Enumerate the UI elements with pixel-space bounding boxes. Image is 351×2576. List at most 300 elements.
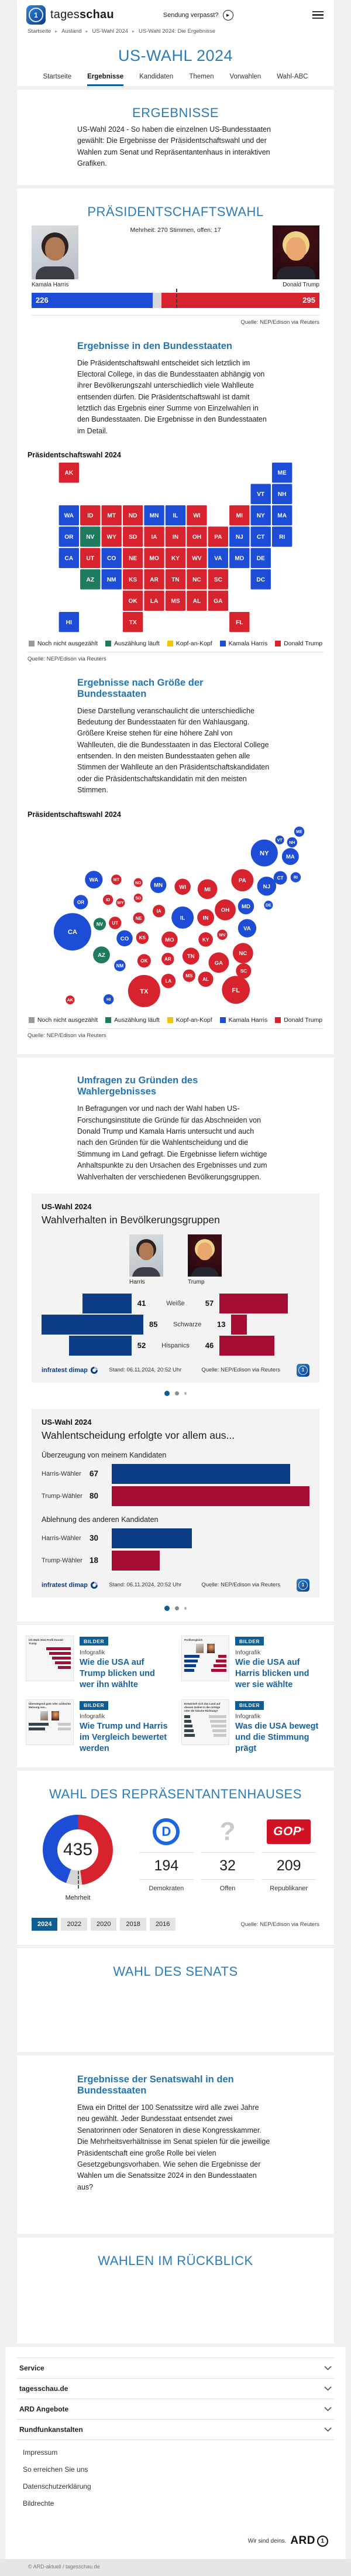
tab-wahl-abc[interactable]: Wahl-ABC	[277, 73, 308, 80]
thumbnail-bar	[184, 1734, 195, 1737]
section-title-praesidentschaftswahl: PRÄSIDENTSCHAFTSWAHL	[87, 204, 264, 219]
bubble-state-OK[interactable]	[137, 954, 151, 967]
map-state-SD[interactable]	[123, 526, 143, 546]
map-state-MN[interactable]	[144, 505, 164, 525]
demographics-row-schwarze	[42, 1315, 309, 1335]
map-state-DC[interactable]	[251, 569, 271, 589]
bubble-state-NC[interactable]	[233, 943, 253, 963]
bubble-state-AR[interactable]	[161, 953, 174, 965]
svg-text:DE: DE	[265, 902, 271, 908]
map-state-ND[interactable]	[123, 505, 143, 525]
bubble-state-NE[interactable]	[133, 912, 144, 923]
card1-harris-photo	[129, 1234, 163, 1285]
map-state-OR[interactable]	[59, 526, 79, 546]
category-label: Weiße	[166, 1299, 185, 1307]
teaser-thumbnail	[26, 1699, 74, 1745]
thumbnail-bar	[184, 1725, 192, 1727]
thumbnail-row	[29, 1722, 71, 1726]
footer-link-soerreichensieuns[interactable]: So erreichen Sie uns	[23, 2465, 88, 2474]
bubble-state-IA[interactable]	[153, 905, 165, 917]
breadcrumb-separator: ▸	[85, 29, 88, 34]
svg-text:MO: MO	[149, 555, 159, 562]
svg-text:ID: ID	[106, 897, 111, 902]
electoral-vote-bar	[32, 293, 319, 308]
bubble-state-MO[interactable]	[161, 931, 178, 947]
teaser-card-4[interactable]	[181, 1699, 325, 1754]
legend-label: Kopf-an-Kopf	[176, 639, 212, 647]
carousel-dot-2[interactable]	[175, 1606, 179, 1610]
thumbnail-row	[29, 1727, 71, 1730]
footer-accordion-ardangebote[interactable]	[17, 2399, 334, 2419]
bubble-state-NV[interactable]	[94, 918, 106, 930]
trump-bar	[219, 1336, 274, 1356]
map-state-NM[interactable]	[102, 569, 122, 589]
map-state-NV[interactable]	[80, 526, 100, 546]
carousel-dot-3[interactable]	[184, 1392, 187, 1395]
bubble-state-KS[interactable]	[136, 931, 149, 943]
map-state-RI[interactable]	[272, 526, 292, 546]
svg-text:AZ: AZ	[86, 577, 95, 584]
open-seats: 32	[201, 1852, 255, 1880]
thumbnail-row	[29, 1647, 71, 1651]
map-state-MI[interactable]	[229, 505, 249, 525]
section-praesidentschaftswahl	[17, 189, 334, 1055]
thumbnail-bar	[46, 1647, 71, 1650]
map-state-CA[interactable]	[59, 548, 79, 568]
teaser-title[interactable]: Was die USA bewegt und die Stimmung prägt	[235, 1722, 319, 1754]
thumbnail-row	[184, 1715, 226, 1718]
thumbnail-bar	[49, 1652, 71, 1655]
legend-label: Noch nicht ausgezählt	[37, 639, 98, 647]
svg-text:MS: MS	[171, 598, 180, 605]
breadcrumb-link[interactable]: US-Wahl 2024	[92, 28, 128, 35]
map-state-NY[interactable]	[251, 505, 271, 525]
map-state-OK[interactable]	[123, 591, 143, 611]
svg-text:WY: WY	[117, 900, 124, 905]
svg-text:MT: MT	[107, 512, 116, 519]
map-state-WV[interactable]	[187, 548, 207, 568]
map-state-TX[interactable]	[123, 612, 143, 632]
thumbnail-row	[184, 1724, 226, 1727]
bubble-state-MN[interactable]	[150, 877, 167, 893]
bubble-state-GA[interactable]	[208, 952, 229, 973]
section-ergebnisse	[17, 90, 334, 185]
map-state-TN[interactable]	[166, 569, 185, 589]
carousel-dot-1[interactable]	[164, 1606, 170, 1611]
svg-text:DC: DC	[256, 577, 266, 584]
bubble-state-MA[interactable]	[282, 848, 299, 865]
bubble-state-OH[interactable]	[215, 899, 236, 920]
bubble-state-ME[interactable]	[294, 826, 304, 836]
svg-text:SD: SD	[135, 895, 142, 901]
svg-text:NE: NE	[135, 915, 142, 921]
thumbnail-bar	[212, 1729, 226, 1732]
bilder-badge: BILDER	[235, 1701, 264, 1710]
bubble-state-MS[interactable]	[183, 969, 195, 981]
thumbnail-bar	[184, 1660, 198, 1662]
svg-text:OK: OK	[128, 598, 137, 605]
bubble-state-MD[interactable]	[238, 898, 254, 914]
bubble-source: Quelle: NEP/Edison via Reuters	[27, 1032, 106, 1039]
svg-text:MT: MT	[113, 877, 119, 882]
states-text: Die Präsidentschaftswahl entscheidet sich letztlich im Electoral College, in das die Bundesstaaten abhängig von ihrer Bevölkerungszahl unterschiedlich viele Wahlleute entsenden dürfen. Die Präsidentschaftswahl ist damit letztlich das Ergebnis einer Summe von Einzelwahlen in den Bundesstaaten. Die Ergebnisse in den Bundesstaaten im Detail.	[77, 358, 267, 435]
svg-text:IN: IN	[202, 914, 209, 921]
map-state-UT[interactable]	[80, 548, 100, 568]
svg-text:MN: MN	[149, 512, 159, 519]
teaser-thumbnail	[26, 1636, 74, 1681]
tab-kandidaten[interactable]: Kandidaten	[139, 73, 174, 80]
legend-label: Donald Trump	[284, 639, 323, 647]
svg-text:VA: VA	[243, 925, 251, 932]
size-heading: Ergebnisse nach Größe der Bundesstaaten	[77, 677, 204, 699]
legend-swatch-counting	[105, 641, 111, 646]
card2-kicker: US-Wahl 2024	[42, 1417, 92, 1426]
bubble-state-RI[interactable]	[291, 872, 301, 882]
map-state-FL[interactable]	[229, 612, 249, 632]
map-state-AL[interactable]	[187, 591, 207, 611]
card1-stand: Stand: 06.11.2024, 20:52 Uhr	[109, 1367, 182, 1374]
teaser-card-2[interactable]	[181, 1636, 325, 1691]
bubble-state-PA[interactable]	[231, 869, 253, 891]
thumbnail-row	[184, 1660, 226, 1663]
bubble-state-ND[interactable]	[134, 878, 143, 887]
teaser-thumbnail	[181, 1636, 229, 1681]
svg-text:NY: NY	[260, 850, 269, 857]
footer-accordion-rundfunkanstalten[interactable]	[17, 2419, 334, 2440]
map-state-IN[interactable]	[166, 526, 185, 546]
bubble-state-KY[interactable]	[198, 932, 213, 947]
map-state-WI[interactable]	[187, 505, 207, 525]
card1-harris-label: Harris	[129, 1278, 145, 1285]
bubble-state-HI[interactable]	[104, 994, 113, 1004]
bubble-state-IL[interactable]	[171, 906, 194, 929]
bubble-state-OR[interactable]	[74, 895, 88, 909]
map-state-WA[interactable]	[59, 505, 79, 525]
bubble-state-NJ[interactable]	[257, 877, 277, 896]
thumbnail-bar	[209, 1715, 226, 1718]
party-republicans	[258, 1816, 319, 1892]
svg-text:UT: UT	[86, 555, 95, 562]
svg-text:IA: IA	[151, 534, 157, 541]
footer-accordion-tagesschaude[interactable]	[17, 2378, 334, 2399]
section-senat	[17, 1948, 334, 2052]
voter-value: 18	[90, 1556, 99, 1565]
year-button-2022[interactable]: 2022	[61, 1918, 87, 1931]
teaser-text	[80, 1699, 170, 1754]
svg-text:NV: NV	[96, 921, 104, 927]
bubble-state-TN[interactable]	[183, 947, 199, 964]
polls-text: In Befragungen vor und nach der Wahl haben US-Forschungsinstitute die Gründe für das Abschneiden von Donald Trump und Kamala Harris untersucht und auch nach den Gründen für die Wahlentscheidung und die Stimmung im Land gefragt. Die Ergebnisse liefern wichtige Anhaltspunkte zu den Ursachen des Ergebnisses und zum Wahlverhalten der verschiedenen Bevölkerungsgruppen.	[77, 1104, 267, 1181]
svg-text:ND: ND	[128, 512, 137, 519]
bubble-state-UT[interactable]	[109, 916, 121, 929]
map-state-NH[interactable]	[272, 484, 292, 504]
year-button-2024[interactable]: 2024	[32, 1918, 57, 1931]
svg-text:TN: TN	[187, 953, 195, 960]
bubble-state-SD[interactable]	[134, 894, 143, 902]
candidate-trump	[273, 225, 319, 288]
harris-bar	[42, 1315, 143, 1335]
map-state-NE[interactable]	[123, 548, 143, 568]
harris-value: 85	[149, 1320, 158, 1329]
bubble-state-VT[interactable]	[276, 835, 284, 844]
bubble-state-VA[interactable]	[238, 919, 256, 937]
majority-marker	[176, 289, 177, 308]
map-state-KY[interactable]	[166, 548, 185, 568]
map-state-WY[interactable]	[102, 526, 122, 546]
breadcrumb-link[interactable]: Startseite	[27, 28, 51, 35]
map-state-CT[interactable]	[251, 526, 271, 546]
teaser-card-1[interactable]	[26, 1636, 170, 1691]
teaser-title[interactable]: Wie Trump und Harris im Vergleich bewertet werden	[80, 1722, 168, 1754]
state-map	[27, 463, 324, 635]
svg-text:WY: WY	[106, 534, 116, 541]
svg-text:AL: AL	[192, 598, 201, 605]
legend-label: Auszählung läuft	[114, 639, 160, 647]
harris-bar	[112, 1464, 290, 1484]
thumbnail-bar	[184, 1729, 194, 1732]
bubble-state-ID[interactable]	[103, 894, 113, 904]
bubble-state-NM[interactable]	[114, 960, 125, 971]
map-state-VT[interactable]	[251, 484, 271, 504]
thumbnail-bar	[58, 1666, 71, 1669]
map-state-IL[interactable]	[166, 505, 185, 525]
teaser-title[interactable]: Wie die USA auf Harris blicken und wer sie wählte	[235, 1657, 309, 1689]
bubble-state-MI[interactable]	[198, 879, 218, 899]
bubble-state-FL[interactable]	[222, 976, 250, 1004]
map-state-KS[interactable]	[123, 569, 143, 589]
thumbnail-bar	[184, 1715, 190, 1718]
bubble-state-AZ[interactable]	[93, 946, 110, 963]
thumbnail-photo-harris	[196, 1644, 204, 1653]
thumbnail-row	[184, 1719, 226, 1723]
legend-swatch-trump	[275, 1017, 281, 1023]
svg-text:CO: CO	[107, 555, 116, 562]
thumbnail-bar	[211, 1669, 226, 1672]
svg-text:TX: TX	[129, 619, 137, 626]
map-state-GA[interactable]	[208, 591, 228, 611]
carousel-dots	[17, 1597, 334, 1613]
svg-text:WI: WI	[193, 512, 201, 519]
carousel-dot-1[interactable]	[164, 1391, 170, 1396]
map-state-AZ[interactable]	[80, 569, 100, 589]
map-state-DE[interactable]	[251, 548, 271, 568]
svg-text:NC: NC	[192, 577, 201, 584]
category-label: Hispanics	[161, 1342, 190, 1349]
map-state-PA[interactable]	[208, 526, 228, 546]
bubble-state-WI[interactable]	[174, 878, 191, 895]
map-state-ID[interactable]	[80, 505, 100, 525]
house-majority-marker	[78, 1871, 79, 1889]
teaser-type-label: Infografik	[80, 1648, 105, 1656]
svg-text:WA: WA	[64, 512, 74, 519]
trump-bar	[231, 1315, 247, 1335]
svg-text:TN: TN	[171, 577, 180, 584]
year-selector	[32, 1918, 176, 1931]
map-state-MT[interactable]	[102, 505, 122, 525]
svg-text:MN: MN	[154, 882, 163, 889]
footer-link-impressum[interactable]: Impressum	[23, 2448, 58, 2457]
footer-link-bildrechte[interactable]: Bildrechte	[23, 2499, 54, 2508]
thumbnail-photos	[184, 1644, 226, 1653]
thumbnail-title: Entwickelt sich das Land auf diesem Gebiet in die richtige oder die falsche Richtung?	[184, 1702, 221, 1713]
bubble-state-DE[interactable]	[264, 901, 273, 909]
bubble-state-LA[interactable]	[161, 973, 176, 988]
map-state-IA[interactable]	[144, 526, 164, 546]
teaser-thumbnail	[181, 1699, 229, 1745]
svg-text:WV: WV	[219, 932, 226, 938]
teaser-title[interactable]: Wie die USA auf Trump blicken und wer ihn wählte	[80, 1657, 155, 1689]
svg-text:VA: VA	[214, 555, 222, 562]
map-state-SC[interactable]	[208, 569, 228, 589]
teaser-card-3[interactable]	[26, 1699, 170, 1754]
thumbnail-row	[29, 1736, 71, 1740]
bubble-state-WY[interactable]	[116, 898, 125, 907]
year-button-2020[interactable]: 2020	[91, 1918, 116, 1931]
bubble-state-NY[interactable]	[251, 839, 278, 866]
demographics-row-weiße	[42, 1294, 309, 1313]
legend-swatch-trump	[275, 641, 281, 646]
svg-text:NJ: NJ	[263, 883, 270, 890]
tab-startseite[interactable]: Startseite	[43, 73, 72, 80]
svg-text:MD: MD	[235, 555, 245, 562]
bubble-state-CT[interactable]	[274, 871, 287, 884]
legend-item-uncounted	[29, 1017, 98, 1024]
svg-text:PA: PA	[239, 877, 246, 884]
svg-text:MI: MI	[204, 886, 211, 893]
bubble-state-AK[interactable]	[66, 995, 74, 1004]
thumbnail-photo-harris	[40, 1711, 48, 1720]
bubble-state-WA[interactable]	[85, 871, 102, 888]
chevron-down-icon	[324, 2364, 332, 2372]
thumbnail-bar	[214, 1664, 226, 1667]
bubble-state-MT[interactable]	[111, 874, 121, 884]
section-title-house: WAHL DES REPRÄSENTANTENHAUSES	[49, 1787, 302, 1802]
legend-item-counting	[105, 640, 160, 647]
tagesschau-logo[interactable]	[26, 5, 114, 25]
row-labels	[132, 1341, 219, 1350]
map-state-MD[interactable]	[229, 548, 249, 568]
bubble-state-NH[interactable]	[287, 837, 297, 847]
svg-text:WA: WA	[89, 877, 99, 884]
card1-source: Quelle: NEP/Edison via Reuters	[201, 1367, 280, 1374]
year-button-2016[interactable]: 2016	[150, 1918, 176, 1931]
sendung-verpasst-button[interactable]	[160, 9, 237, 21]
chevron-down-icon	[324, 2405, 332, 2413]
breadcrumb-separator: ▸	[55, 29, 58, 34]
map-state-HI[interactable]	[59, 612, 79, 632]
carousel-dot-3[interactable]	[184, 1607, 187, 1610]
carousel-dot-2[interactable]	[175, 1391, 179, 1395]
infratest-dimap-icon	[91, 1582, 98, 1589]
breadcrumb-link[interactable]: US-Wahl 2024: Die Ergebnisse	[138, 28, 216, 35]
democrats-label: Demokraten	[149, 1885, 184, 1893]
map-state-NJ[interactable]	[229, 526, 249, 546]
harris-bar	[82, 1294, 132, 1313]
map-state-ME[interactable]	[272, 463, 292, 483]
svg-text:FL: FL	[236, 619, 243, 626]
map-state-OH[interactable]	[187, 526, 207, 546]
svg-text:NH: NH	[289, 840, 295, 845]
svg-text:NH: NH	[277, 491, 287, 498]
map-state-LA[interactable]	[144, 591, 164, 611]
legend-swatch-tossup	[167, 641, 173, 646]
svg-text:TX: TX	[140, 987, 149, 995]
gop-logo: GOP®	[267, 1819, 311, 1844]
ard-footer-logo[interactable]: ARD 1	[290, 2534, 328, 2547]
svg-text:WI: WI	[179, 884, 187, 891]
thumbnail-photos	[29, 1711, 71, 1720]
infratest-dimap-icon	[91, 1367, 98, 1374]
tab-themen[interactable]: Themen	[189, 73, 214, 80]
map-state-AK[interactable]	[59, 463, 79, 483]
card2-title: Wahlentscheidung erfolgte vor allem aus...	[42, 1429, 235, 1441]
bubble-state-CA[interactable]	[54, 913, 91, 950]
majority-note: Mehrheit: 270 Stimmen, offen: 17	[130, 226, 221, 234]
map-state-VA[interactable]	[208, 548, 228, 568]
bubble-state-AL[interactable]	[198, 971, 214, 987]
trump-bar-cell	[219, 1336, 309, 1356]
decision-row	[42, 1551, 309, 1571]
bubble-state-CO[interactable]	[116, 930, 133, 946]
harris-bar-cell	[42, 1336, 132, 1356]
map-state-AR[interactable]	[144, 569, 164, 589]
svg-text:KS: KS	[129, 577, 137, 584]
menu-icon[interactable]	[311, 9, 325, 22]
svg-text:OH: OH	[221, 906, 230, 914]
map-state-CO[interactable]	[102, 548, 122, 568]
intro-text: US-Wahl 2024 - So haben die einzelnen US-Bundesstaaten gewählt: Die Ergebnisse der Präsidentschaftswahl und der Wahlen zum Senat und Repräsentantenhaus in interaktiven Grafiken.	[77, 125, 271, 168]
legend-label: Donald Trump	[284, 1017, 323, 1024]
ard-logo: 1	[297, 1364, 309, 1377]
breadcrumb-link[interactable]: Ausland	[61, 28, 82, 35]
size-text: Diese Darstellung veranschaulicht die unterschiedliche Bedeutung der Bundesstaaten für den Wahlausgang. Größere Kreise stehen für eine höhere Zahl von Wahlleuten, die die Bundesstaaten in das Electoral College entsenden. In den meisten Bundesstaaten gehen alle Stimmen der Wahlleute an den Präsidentschaftskandidaten oder die Präsidentschaftskandidatin mit den meisten Stimmen.	[77, 706, 270, 795]
svg-text:KS: KS	[139, 935, 146, 940]
svg-text:KY: KY	[171, 555, 180, 562]
svg-text:AZ: AZ	[98, 952, 105, 959]
map-state-MO[interactable]	[144, 548, 164, 568]
svg-text:ID: ID	[87, 512, 94, 519]
map-state-MS[interactable]	[166, 591, 185, 611]
bubble-map-svg	[27, 822, 324, 1010]
footer-accordion-service[interactable]	[17, 2358, 334, 2378]
infographic-card-decision	[32, 1409, 319, 1597]
section-title-rueckblick: WAHLEN IM RÜCKBLICK	[98, 2253, 253, 2269]
footer-accordion-label: Service	[19, 2364, 44, 2373]
decision-row	[42, 1464, 309, 1484]
svg-text:OR: OR	[77, 899, 85, 905]
play-icon: ▶	[223, 10, 233, 20]
svg-text:CT: CT	[277, 875, 284, 881]
section-umfragen	[17, 1058, 334, 1621]
map-chart-label: Präsidentschaftswahl 2024	[27, 451, 121, 460]
svg-text:MA: MA	[277, 512, 287, 519]
map-state-MA[interactable]	[272, 505, 292, 525]
bubble-state-TX[interactable]	[128, 974, 160, 1007]
svg-text:UT: UT	[112, 920, 119, 926]
card1-kicker: US-Wahl 2024	[42, 1202, 92, 1211]
svg-text:VT: VT	[257, 491, 265, 498]
year-button-2018[interactable]: 2018	[120, 1918, 146, 1931]
tab-ergebnisse[interactable]: Ergebnisse	[87, 73, 123, 86]
svg-text:ND: ND	[135, 880, 142, 885]
map-state-NC[interactable]	[187, 569, 207, 589]
svg-text:AR: AR	[164, 956, 171, 962]
footer-link-datenschutzerklrung[interactable]: Datenschutzerklärung	[23, 2482, 91, 2491]
bubble-state-WV[interactable]	[217, 929, 227, 939]
bubble-state-IN[interactable]	[197, 909, 214, 926]
map-legend	[17, 640, 334, 647]
tab-vorwahlen[interactable]: Vorwahlen	[229, 73, 261, 80]
